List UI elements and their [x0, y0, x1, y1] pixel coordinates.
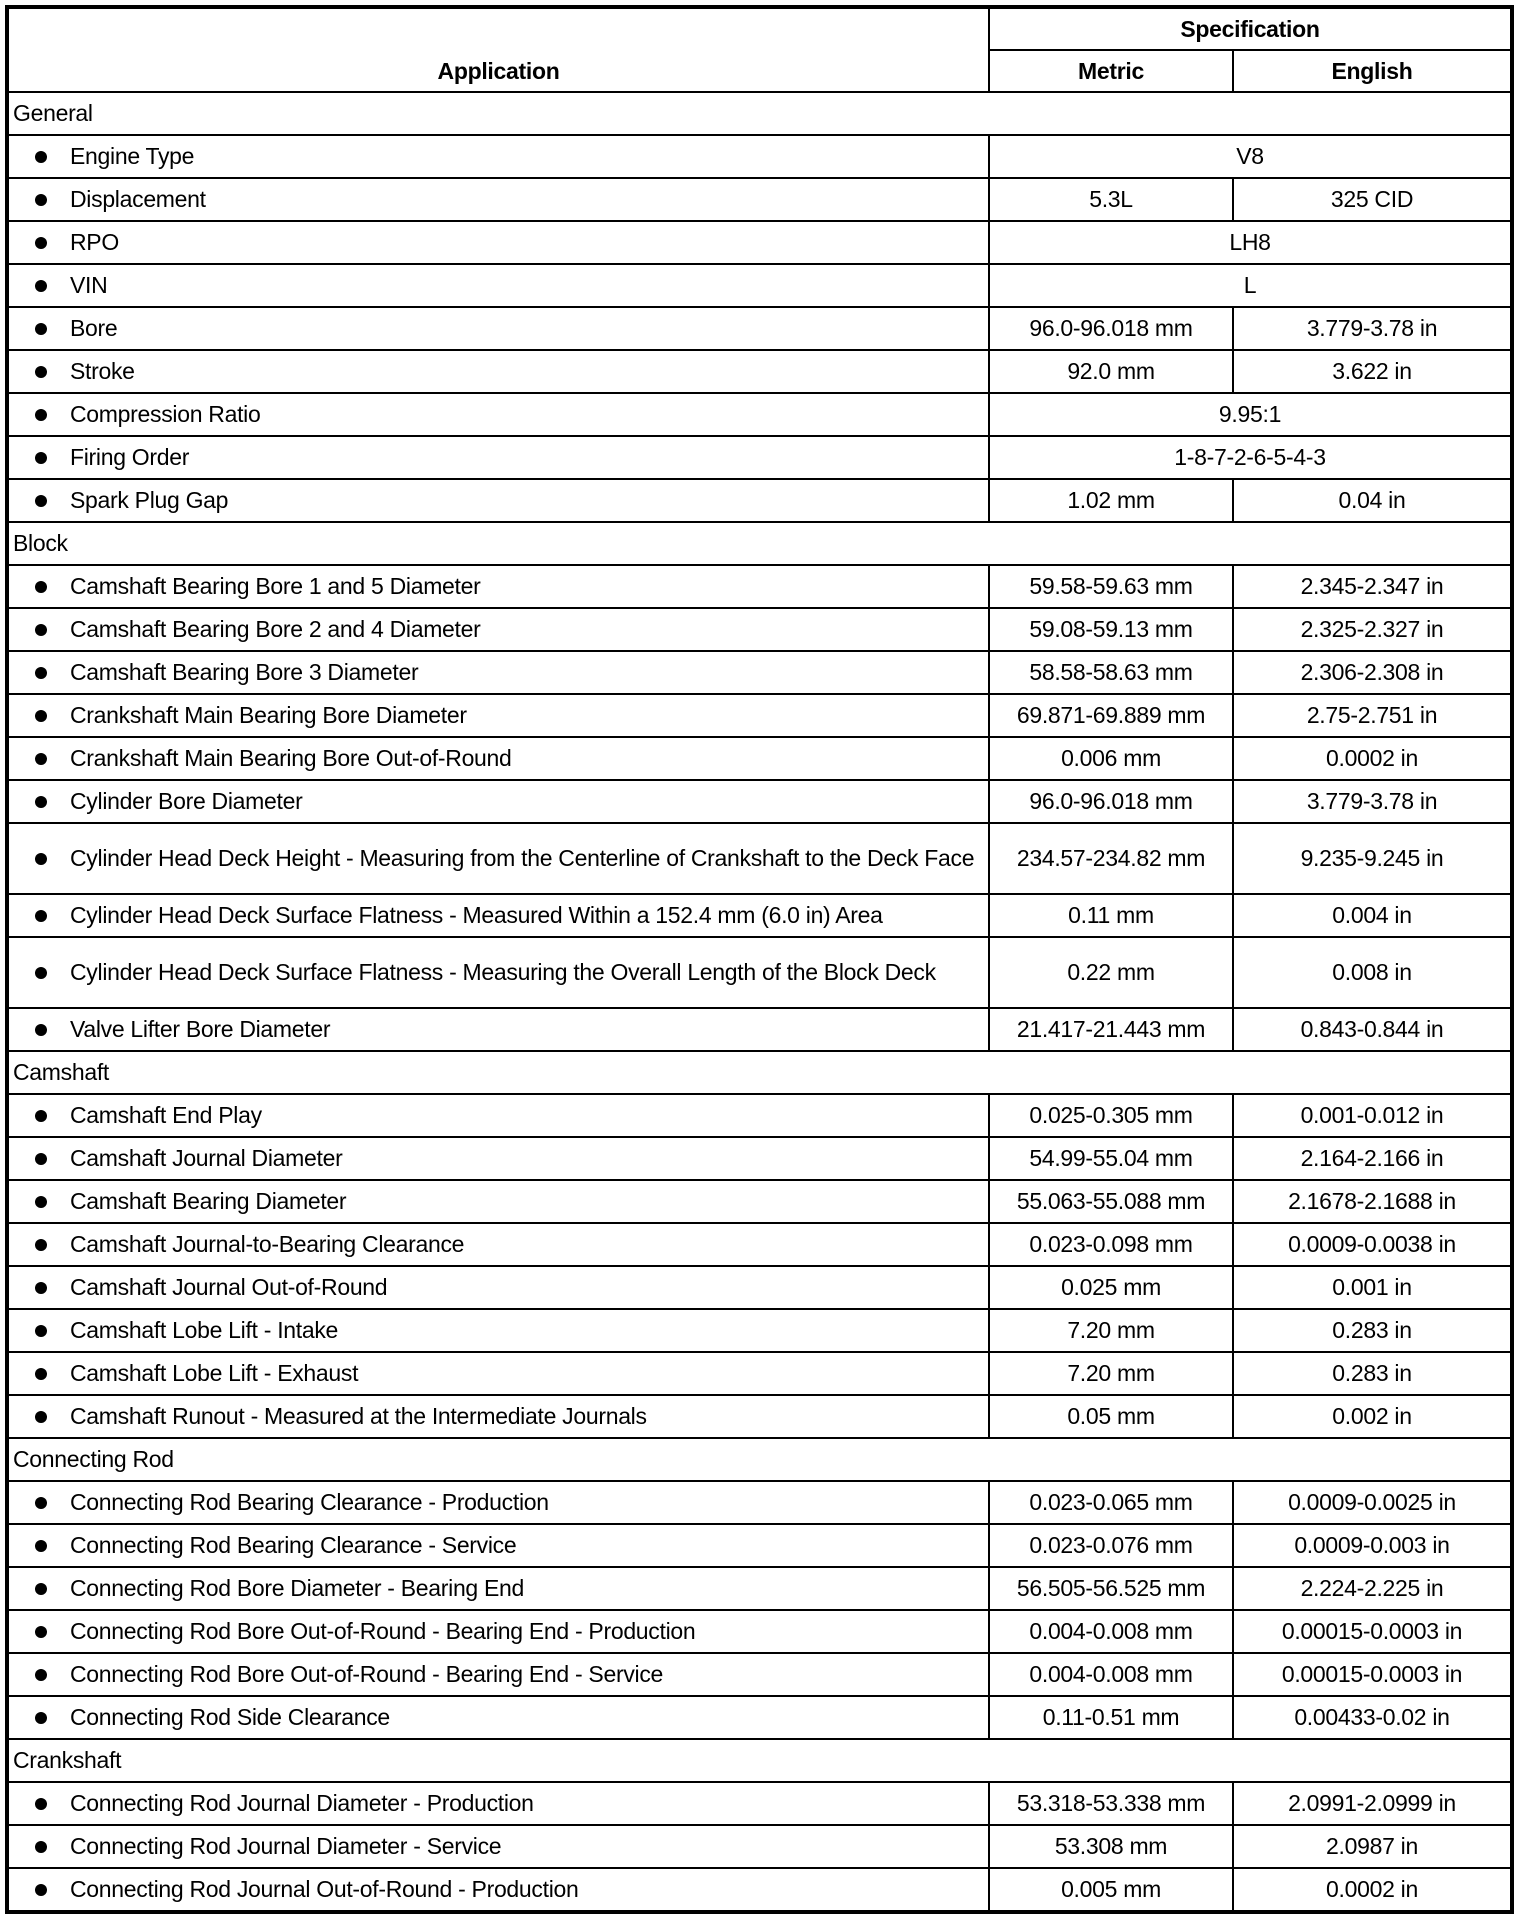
table-row [7, 479, 1512, 522]
metric-value: 92.0 mm [989, 350, 1233, 393]
table-row [7, 1782, 1512, 1825]
english-header: English [1233, 50, 1512, 92]
metric-value: 69.871-69.889 mm [989, 694, 1233, 737]
metric-value: 59.08-59.13 mm [989, 608, 1233, 651]
application-cell [7, 737, 989, 780]
english-value: 0.283 in [1233, 1309, 1512, 1352]
application-cell [7, 221, 989, 264]
bullet-icon [35, 495, 47, 507]
bullet-icon [35, 796, 47, 808]
bullet-icon [35, 194, 47, 206]
english-value: 0.0002 in [1233, 737, 1512, 780]
metric-value: 59.58-59.63 mm [989, 565, 1233, 608]
bullet-icon [35, 581, 47, 593]
table-row [7, 307, 1512, 350]
metric-value: 0.11 mm [989, 894, 1233, 937]
english-value: 0.00015-0.0003 in [1233, 1610, 1512, 1653]
application-cell [7, 1782, 989, 1825]
application-cell [7, 651, 989, 694]
application-label: Connecting Rod Bore Out-of-Round - Bearing End - Service [70, 1661, 664, 1687]
english-value: 0.002 in [1233, 1395, 1512, 1438]
combined-value: L [989, 264, 1512, 307]
table-row [7, 178, 1512, 221]
table-row [7, 1008, 1512, 1051]
metric-value: 0.004-0.008 mm [989, 1610, 1233, 1653]
metric-value: 58.58-58.63 mm [989, 651, 1233, 694]
application-label: Cylinder Head Deck Height - Measuring from the Centerline of Crankshaft to the Deck Face [70, 845, 975, 871]
table-row [7, 651, 1512, 694]
bullet-icon [35, 409, 47, 421]
table-row [7, 737, 1512, 780]
bullet-icon [35, 1540, 47, 1552]
application-label: Cylinder Head Deck Surface Flatness - Measured Within a 152.4 mm (6.0 in) Area [70, 902, 883, 928]
application-label: Connecting Rod Bore Out-of-Round - Bearing End - Production [70, 1618, 696, 1644]
bullet-icon [35, 1411, 47, 1423]
metric-value: 0.023-0.098 mm [989, 1223, 1233, 1266]
metric-value: 55.063-55.088 mm [989, 1180, 1233, 1223]
bullet-icon [35, 1583, 47, 1595]
application-cell [7, 1524, 989, 1567]
application-label: Connecting Rod Journal Out-of-Round - Production [70, 1876, 579, 1902]
application-cell [7, 1610, 989, 1653]
english-value: 0.04 in [1233, 479, 1512, 522]
table-row [7, 1825, 1512, 1868]
application-label: Connecting Rod Bearing Clearance - Production [70, 1489, 549, 1515]
application-cell [7, 178, 989, 221]
table-row [7, 350, 1512, 393]
section-title: Block [7, 522, 1512, 565]
application-cell [7, 1266, 989, 1309]
english-value: 0.0009-0.0038 in [1233, 1223, 1512, 1266]
application-label: Stroke [70, 358, 135, 384]
english-value: 3.622 in [1233, 350, 1512, 393]
application-header: Application [7, 7, 989, 92]
application-cell [7, 1868, 989, 1912]
application-cell [7, 608, 989, 651]
application-cell [7, 1395, 989, 1438]
table-row [7, 1137, 1512, 1180]
metric-value: 0.22 mm [989, 937, 1233, 1008]
english-value: 9.235-9.245 in [1233, 823, 1512, 894]
section-header-row [7, 92, 1512, 135]
application-cell [7, 1352, 989, 1395]
application-label: Camshaft Bearing Bore 2 and 4 Diameter [70, 616, 481, 642]
application-label: Compression Ratio [70, 401, 261, 427]
application-label: Camshaft Journal Diameter [70, 1145, 343, 1171]
bullet-icon [35, 1798, 47, 1810]
table-row [7, 436, 1512, 479]
bullet-icon [35, 910, 47, 922]
metric-value: 5.3L [989, 178, 1233, 221]
metric-value: 53.308 mm [989, 1825, 1233, 1868]
metric-value: 96.0-96.018 mm [989, 307, 1233, 350]
english-value: 0.283 in [1233, 1352, 1512, 1395]
bullet-icon [35, 1712, 47, 1724]
application-cell [7, 894, 989, 937]
application-cell [7, 307, 989, 350]
metric-value: 0.023-0.065 mm [989, 1481, 1233, 1524]
application-cell [7, 694, 989, 737]
metric-value: 53.318-53.338 mm [989, 1782, 1233, 1825]
table-row [7, 1180, 1512, 1223]
english-value: 2.325-2.327 in [1233, 608, 1512, 651]
application-label: Camshaft Lobe Lift - Intake [70, 1317, 339, 1343]
application-label: Displacement [70, 186, 206, 212]
section-header-row [7, 1438, 1512, 1481]
bullet-icon [35, 1196, 47, 1208]
application-label: Camshaft Runout - Measured at the Intermediate Journals [70, 1403, 647, 1429]
application-label: Camshaft Bearing Bore 3 Diameter [70, 659, 419, 685]
table-row [7, 1524, 1512, 1567]
combined-value: 1-8-7-2-6-5-4-3 [989, 436, 1512, 479]
table-row [7, 1868, 1512, 1912]
application-label: Cylinder Head Deck Surface Flatness - Measuring the Overall Length of the Block Deck [70, 959, 936, 985]
section-title: General [7, 92, 1512, 135]
application-cell [7, 350, 989, 393]
metric-value: 0.025 mm [989, 1266, 1233, 1309]
metric-value: 0.004-0.008 mm [989, 1653, 1233, 1696]
english-value: 3.779-3.78 in [1233, 780, 1512, 823]
application-cell [7, 1094, 989, 1137]
application-label: Camshaft Bearing Bore 1 and 5 Diameter [70, 573, 481, 599]
application-label: Connecting Rod Journal Diameter - Service [70, 1833, 502, 1859]
section-header-row [7, 1739, 1512, 1782]
english-value: 0.0002 in [1233, 1868, 1512, 1912]
metric-value: 0.005 mm [989, 1868, 1233, 1912]
bullet-icon [35, 1669, 47, 1681]
application-cell [7, 1696, 989, 1739]
metric-value: 0.025-0.305 mm [989, 1094, 1233, 1137]
bullet-icon [35, 853, 47, 865]
bullet-icon [35, 624, 47, 636]
bullet-icon [35, 710, 47, 722]
metric-value: 56.505-56.525 mm [989, 1567, 1233, 1610]
application-label: VIN [70, 272, 108, 298]
application-cell [7, 1180, 989, 1223]
english-value: 3.779-3.78 in [1233, 307, 1512, 350]
english-value: 325 CID [1233, 178, 1512, 221]
bullet-icon [35, 366, 47, 378]
application-cell [7, 1481, 989, 1524]
application-cell [7, 1223, 989, 1266]
application-cell [7, 565, 989, 608]
table-row [7, 694, 1512, 737]
bullet-icon [35, 237, 47, 249]
application-label: Crankshaft Main Bearing Bore Out-of-Round [70, 745, 512, 771]
application-label: Valve Lifter Bore Diameter [70, 1016, 331, 1042]
table-row [7, 1223, 1512, 1266]
specification-header: Specification [989, 7, 1512, 50]
bullet-icon [35, 1282, 47, 1294]
header-row [7, 7, 1512, 50]
bullet-icon [35, 1368, 47, 1380]
table-row [7, 608, 1512, 651]
english-value: 0.843-0.844 in [1233, 1008, 1512, 1051]
table-row [7, 393, 1512, 436]
application-cell [7, 1008, 989, 1051]
table-row [7, 1395, 1512, 1438]
table-row [7, 894, 1512, 937]
metric-value: 21.417-21.443 mm [989, 1008, 1233, 1051]
metric-header: Metric [989, 50, 1233, 92]
metric-value: 0.11-0.51 mm [989, 1696, 1233, 1739]
bullet-icon [35, 280, 47, 292]
spec-table-body [7, 92, 1512, 1912]
section-title: Camshaft [7, 1051, 1512, 1094]
table-row [7, 780, 1512, 823]
english-value: 2.345-2.347 in [1233, 565, 1512, 608]
bullet-icon [35, 1841, 47, 1853]
bullet-icon [35, 1110, 47, 1122]
table-row [7, 264, 1512, 307]
metric-value: 0.05 mm [989, 1395, 1233, 1438]
table-row [7, 221, 1512, 264]
bullet-icon [35, 1325, 47, 1337]
metric-value: 96.0-96.018 mm [989, 780, 1233, 823]
application-label: Engine Type [70, 143, 195, 169]
combined-value: V8 [989, 135, 1512, 178]
english-value: 0.004 in [1233, 894, 1512, 937]
metric-value: 7.20 mm [989, 1309, 1233, 1352]
application-label: RPO [70, 229, 119, 255]
application-label: Camshaft Journal Out-of-Round [70, 1274, 388, 1300]
spec-table [5, 5, 1514, 1914]
table-row [7, 565, 1512, 608]
section-title: Connecting Rod [7, 1438, 1512, 1481]
english-value: 2.224-2.225 in [1233, 1567, 1512, 1610]
english-value: 0.008 in [1233, 937, 1512, 1008]
bullet-icon [35, 323, 47, 335]
bullet-icon [35, 1239, 47, 1251]
application-cell [7, 1309, 989, 1352]
table-row [7, 1352, 1512, 1395]
application-cell [7, 780, 989, 823]
metric-value: 1.02 mm [989, 479, 1233, 522]
table-row [7, 937, 1512, 1008]
english-value: 2.0987 in [1233, 1825, 1512, 1868]
application-label: Crankshaft Main Bearing Bore Diameter [70, 702, 467, 728]
metric-value: 0.023-0.076 mm [989, 1524, 1233, 1567]
application-label: Camshaft Bearing Diameter [70, 1188, 347, 1214]
application-cell [7, 823, 989, 894]
english-value: 0.0009-0.003 in [1233, 1524, 1512, 1567]
application-cell [7, 1567, 989, 1610]
metric-value: 0.006 mm [989, 737, 1233, 780]
metric-value: 54.99-55.04 mm [989, 1137, 1233, 1180]
bullet-icon [35, 151, 47, 163]
application-label: Camshaft Lobe Lift - Exhaust [70, 1360, 359, 1386]
english-value: 0.0009-0.0025 in [1233, 1481, 1512, 1524]
combined-value: 9.95:1 [989, 393, 1512, 436]
application-label: Firing Order [70, 444, 190, 470]
table-row [7, 1266, 1512, 1309]
english-value: 0.001 in [1233, 1266, 1512, 1309]
bullet-icon [35, 753, 47, 765]
english-value: 2.75-2.751 in [1233, 694, 1512, 737]
english-value: 0.00015-0.0003 in [1233, 1653, 1512, 1696]
bullet-icon [35, 667, 47, 679]
application-label: Connecting Rod Journal Diameter - Production [70, 1790, 534, 1816]
application-label: Connecting Rod Bore Diameter - Bearing End [70, 1575, 525, 1601]
application-label: Camshaft Journal-to-Bearing Clearance [70, 1231, 465, 1257]
application-cell [7, 1653, 989, 1696]
table-row [7, 1481, 1512, 1524]
section-header-row [7, 522, 1512, 565]
bullet-icon [35, 967, 47, 979]
application-cell [7, 937, 989, 1008]
table-row [7, 1309, 1512, 1352]
application-label: Cylinder Bore Diameter [70, 788, 303, 814]
english-value: 2.0991-2.0999 in [1233, 1782, 1512, 1825]
application-cell [7, 264, 989, 307]
application-cell [7, 436, 989, 479]
application-cell [7, 135, 989, 178]
application-label: Connecting Rod Bearing Clearance - Service [70, 1532, 517, 1558]
english-value: 2.1678-2.1688 in [1233, 1180, 1512, 1223]
metric-value: 234.57-234.82 mm [989, 823, 1233, 894]
combined-value: LH8 [989, 221, 1512, 264]
table-row [7, 1610, 1512, 1653]
bullet-icon [35, 452, 47, 464]
application-cell [7, 1825, 989, 1868]
english-value: 2.306-2.308 in [1233, 651, 1512, 694]
application-label: Spark Plug Gap [70, 487, 229, 513]
bullet-icon [35, 1153, 47, 1165]
metric-value: 7.20 mm [989, 1352, 1233, 1395]
bullet-icon [35, 1024, 47, 1036]
section-title: Crankshaft [7, 1739, 1512, 1782]
table-row [7, 135, 1512, 178]
application-label: Connecting Rod Side Clearance [70, 1704, 390, 1730]
section-header-row [7, 1051, 1512, 1094]
application-label: Camshaft End Play [70, 1102, 262, 1128]
application-label: Bore [70, 315, 118, 341]
application-cell [7, 479, 989, 522]
english-value: 2.164-2.166 in [1233, 1137, 1512, 1180]
application-cell [7, 1137, 989, 1180]
english-value: 0.00433-0.02 in [1233, 1696, 1512, 1739]
table-row [7, 1653, 1512, 1696]
application-cell [7, 393, 989, 436]
bullet-icon [35, 1497, 47, 1509]
table-row [7, 1094, 1512, 1137]
english-value: 0.001-0.012 in [1233, 1094, 1512, 1137]
bullet-icon [35, 1626, 47, 1638]
table-row [7, 1696, 1512, 1739]
table-row [7, 1567, 1512, 1610]
table-row [7, 823, 1512, 894]
